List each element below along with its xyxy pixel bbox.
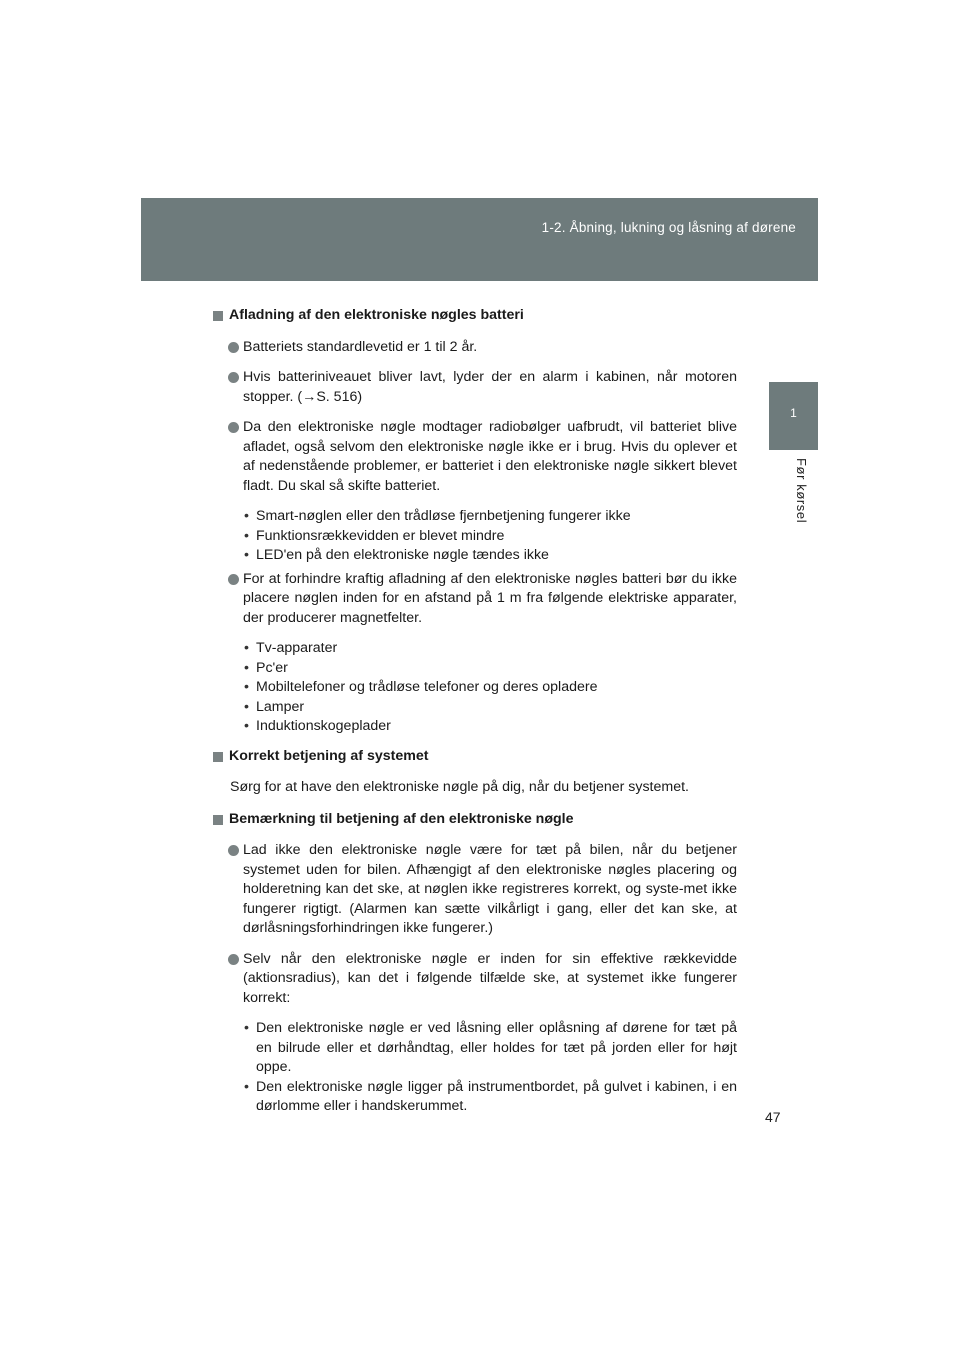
- page-content: [213, 306, 737, 1121]
- chapter-header-bar: [141, 198, 818, 281]
- list-item: Hvis batteriniveauet bliver lavt, lyder der en alarm i kabinen, når motoren stopper. (→S. 516): [213, 368, 737, 407]
- sub-list-item: • Tv-apparater: [243, 639, 737, 659]
- sub-list-item: • Mobiltelefoner og trådløse telefoner og deres opladere: [243, 678, 737, 698]
- symptom-list: [213, 507, 737, 566]
- circle-bullet-icon: [228, 422, 239, 433]
- sub-list-item: • Den elektroniske nøgle ligger på instrumentbordet, på gulvet i kabinen, i en dørlomme eller i handskerummet.: [243, 1078, 737, 1117]
- device-list: [213, 639, 737, 737]
- square-bullet-icon: [213, 815, 223, 825]
- chapter-tab: [769, 382, 818, 450]
- list-item: Da den elektroniske nøgle modtager radiobølger uafbrudt, vil batteriet blive afladet, også selvom den elektroniske nøgle ikke er i brug. Hvis du oplever et af nedenstående problemer, er batteriet i den elektroniske nøgle sikkert blevet fladt. Du skal så skifte batteriet.: [213, 418, 737, 496]
- circle-bullet-icon: [228, 954, 239, 965]
- sub-list-item: • Den elektroniske nøgle er ved låsning eller oplåsning af dørene for tæt på en bilrude eller et dørhåndtag, eller holdes for tæt på jorden eller for højt oppe.: [243, 1019, 737, 1078]
- page-number: 47: [765, 1109, 781, 1125]
- heading-text: Korrekt betjening af systemet: [229, 747, 429, 764]
- circle-bullet-icon: [228, 342, 239, 353]
- sub-list-item: • Smart-nøglen eller den trådløse fjernbetjening fungerer ikke: [243, 507, 737, 527]
- circle-bullet-icon: [228, 372, 239, 383]
- sub-list-item: • Funktionsrækkevidden er blevet mindre: [243, 527, 737, 547]
- heading-text: Afladning af den elektroniske nøgles batteri: [229, 307, 524, 323]
- list-item: For at forhindre kraftig afladning af den elektroniske nøgles batteri bør du ikke placere nøglen inden for en afstand på 1 m fra følgende elektriske apparater, der producerer magnetfelter.: [213, 570, 737, 629]
- list-item: Batteriets standardlevetid er 1 til 2 år.: [213, 338, 737, 358]
- list-item: Selv når den elektroniske nøgle er inden for sin effektive rækkevidde (aktionsradius), kan det i følgende tilfælde ske, at systemet ikke fungerer korrekt:: [213, 950, 737, 1009]
- heading-battery: [213, 306, 737, 326]
- heading-notes: [213, 810, 737, 830]
- heading-text: Bemærkning til betjening af den elektroniske nøgle: [229, 810, 574, 827]
- sub-list-item: • Pc'er: [243, 659, 737, 679]
- section-title: 1-2. Åbning, lukning og låsning af dørene: [541, 220, 796, 235]
- paragraph: Sørg for at have den elektroniske nøgle på dig, når du betjener systemet.: [230, 779, 689, 795]
- square-bullet-icon: [213, 311, 223, 321]
- circle-bullet-icon: [228, 574, 239, 585]
- chapter-number: 1: [790, 406, 797, 420]
- square-bullet-icon: [213, 752, 223, 762]
- circle-bullet-icon: [228, 845, 239, 856]
- sub-list-item: • Lamper: [243, 698, 737, 718]
- chapter-label: Før kørsel: [794, 458, 809, 524]
- list-item: Lad ikke den elektroniske nøgle være for tæt på bilen, når du betjener systemet uden for bilen. Afhængigt af den elektroniske nøgles placering og holderetning kan det ske, at nøglen ikke registreres korrekt, og syste-met ikke fungerer rigtigt. (Alarmen kan sætte vilkårligt i gang, eller det kan ske, at dørlåsningsforhindringen ikke fungerer.): [213, 841, 737, 939]
- sub-list-item: • LED'en på den elektroniske nøgle tændes ikke: [243, 546, 737, 566]
- case-list: [213, 1019, 737, 1117]
- heading-correct-operation: [213, 747, 737, 767]
- sub-list-item: • Induktionskogeplader: [243, 717, 737, 737]
